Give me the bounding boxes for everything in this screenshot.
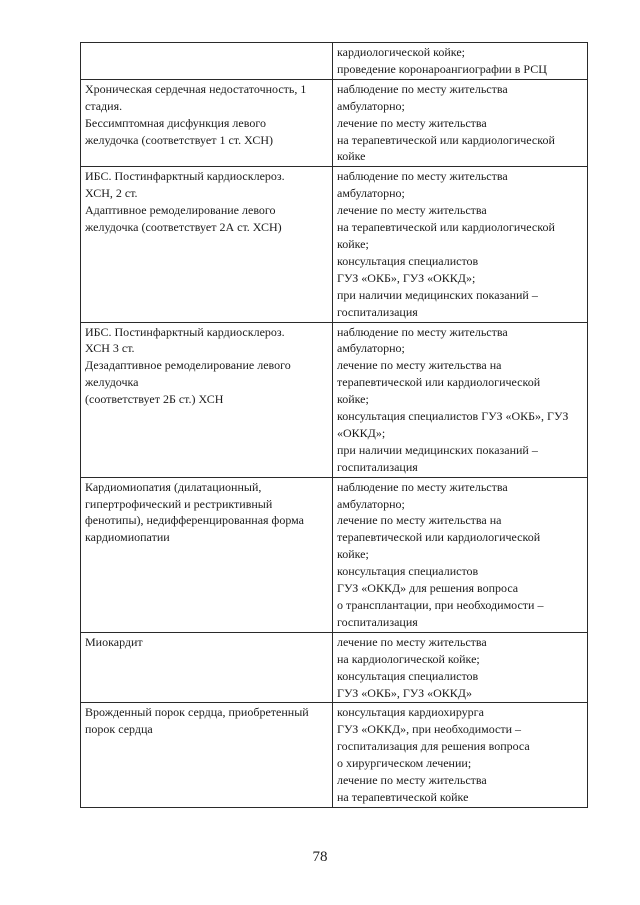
cell-text-line: наблюдение по месту жительства — [337, 169, 508, 184]
cell-text-line: терапевтической или кардиологической — [337, 530, 541, 545]
cell-text-line: консультация специалистов ГУЗ «ОКБ», ГУЗ — [337, 409, 569, 424]
cell-text-line: о трансплантации, при необходимости – — [337, 598, 544, 612]
table-row — [81, 79, 588, 167]
cell-text-line: на терапевтической или кардиологической — [337, 220, 555, 235]
cell-text-line: ГУЗ «ОККД» для решения вопроса — [337, 581, 519, 596]
management-cell — [333, 322, 588, 477]
table-row — [81, 167, 588, 322]
cell-text-line: лечение по месту жительства — [337, 203, 487, 218]
cell-text-line: ХСН, 2 ст. — [85, 186, 138, 201]
cell-text-line: ГУЗ «ОКБ», ГУЗ «ОККД»; — [337, 270, 476, 285]
cell-text-line: амбулаторно; — [337, 186, 405, 201]
table-row — [81, 477, 588, 632]
cell-text-line: госпитализация — [337, 459, 418, 474]
cell-text-line: наблюдение по месту жительства — [337, 324, 508, 339]
cell-text-line: амбулаторно; — [337, 341, 405, 356]
management-cell — [333, 703, 588, 807]
cell-text-line: фенотипы), недифференцированная форма — [85, 513, 304, 528]
table-body — [81, 43, 588, 808]
cell-text-line: на терапевтической койке — [337, 789, 469, 804]
cell-text-line: на терапевтической или кардиологической — [337, 132, 555, 147]
cell-text-line: при наличии медицинских показаний – — [337, 442, 538, 457]
cell-text-line: «ОККД»; — [337, 425, 386, 440]
cell-text-line: гипертрофический и рестриктивный — [85, 496, 273, 511]
table-row — [81, 322, 588, 477]
cell-text-line: госпитализация — [337, 304, 418, 319]
table-row — [81, 632, 588, 703]
cell-text-line: желудочка (соответствует 2А ст. ХСН) — [85, 220, 282, 235]
cell-text-line: ИБС. Постинфарктный кардиосклероз. — [85, 169, 285, 184]
cell-text-line: консультация специалистов — [337, 668, 479, 683]
condition-cell — [81, 477, 333, 632]
cell-text-line: ГУЗ «ОКБ», ГУЗ «ОККД» — [337, 685, 472, 700]
cell-text-line: Адаптивное ремоделирование левого — [85, 203, 276, 218]
cell-text-line: консультация кардиохирурга — [337, 705, 484, 720]
management-cell — [333, 43, 588, 80]
cell-text-line: Дезадаптивное ремоделирование левого — [85, 358, 291, 373]
management-cell — [333, 79, 588, 167]
cell-text-line: койке; — [337, 392, 369, 407]
cell-text-line: кардиологической койке; — [337, 45, 465, 59]
cell-text-line: Миокардит — [85, 634, 143, 649]
cell-text-line: о хирургическом лечении; — [337, 756, 472, 771]
cell-text-line: Врожденный порок сердца, приобретенный — [85, 705, 309, 720]
cell-text-line: желудочка (соответствует 1 ст. ХСН) — [85, 132, 273, 147]
cell-text-line: на кардиологической койке; — [337, 651, 480, 666]
cell-text-line: проведение коронароангиографии в РСЦ — [337, 61, 547, 76]
table-row — [81, 43, 588, 80]
cell-text-line: наблюдение по месту жительства — [337, 81, 508, 96]
cell-text-line: лечение по месту жительства — [337, 773, 487, 788]
cell-text-line: кардиомиопатии — [85, 530, 170, 545]
cell-text-line: при наличии медицинских показаний – — [337, 287, 538, 302]
cell-text-line: койке; — [337, 547, 369, 562]
cell-text-line: Хроническая сердечная недостаточность, 1 — [85, 81, 307, 96]
table-row — [81, 703, 588, 807]
cell-text-line: консультация специалистов — [337, 564, 479, 579]
cell-text-line: ИБС. Постинфарктный кардиосклероз. — [85, 324, 285, 339]
condition-cell — [81, 79, 333, 167]
cell-text-line: амбулаторно; — [337, 98, 405, 113]
cell-text-line: консультация специалистов — [337, 253, 479, 268]
management-cell — [333, 477, 588, 632]
management-cell — [333, 167, 588, 322]
cell-text-line: терапевтической или кардиологической — [337, 375, 541, 390]
cell-text-line: койке — [337, 149, 366, 164]
cell-text-line: койке; — [337, 236, 369, 251]
condition-cell — [81, 167, 333, 322]
cell-text-line: наблюдение по месту жительства — [337, 479, 508, 494]
cell-text-line: Бессимптомная дисфункция левого — [85, 115, 266, 130]
cell-text-line: ХСН 3 ст. — [85, 341, 135, 356]
condition-cell — [81, 632, 333, 703]
cell-text-line: порок сердца — [85, 722, 153, 737]
cell-text-line: амбулаторно; — [337, 496, 405, 511]
cell-text-line: лечение по месту жительства — [337, 115, 487, 130]
condition-cell — [81, 703, 333, 807]
cell-text-line: стадия. — [85, 98, 123, 113]
treatment-table — [80, 42, 588, 808]
cell-text-line: госпитализация — [337, 614, 418, 629]
cell-text-line: желудочка — [85, 375, 139, 390]
cell-text-line: Кардиомиопатия (дилатационный, — [85, 479, 262, 494]
management-cell — [333, 632, 588, 703]
condition-cell — [81, 43, 333, 80]
cell-text-line: (соответствует 2Б ст.) ХСН — [85, 392, 224, 407]
cell-text-line: ГУЗ «ОККД», при необходимости – — [337, 722, 521, 737]
cell-text-line: лечение по месту жительства — [337, 634, 487, 649]
page-number: 78 — [312, 849, 328, 865]
cell-text-line: госпитализация для решения вопроса — [337, 739, 530, 754]
condition-cell — [81, 322, 333, 477]
cell-text-line: лечение по месту жительства на — [337, 358, 502, 373]
cell-text-line: лечение по месту жительства на — [337, 513, 502, 528]
